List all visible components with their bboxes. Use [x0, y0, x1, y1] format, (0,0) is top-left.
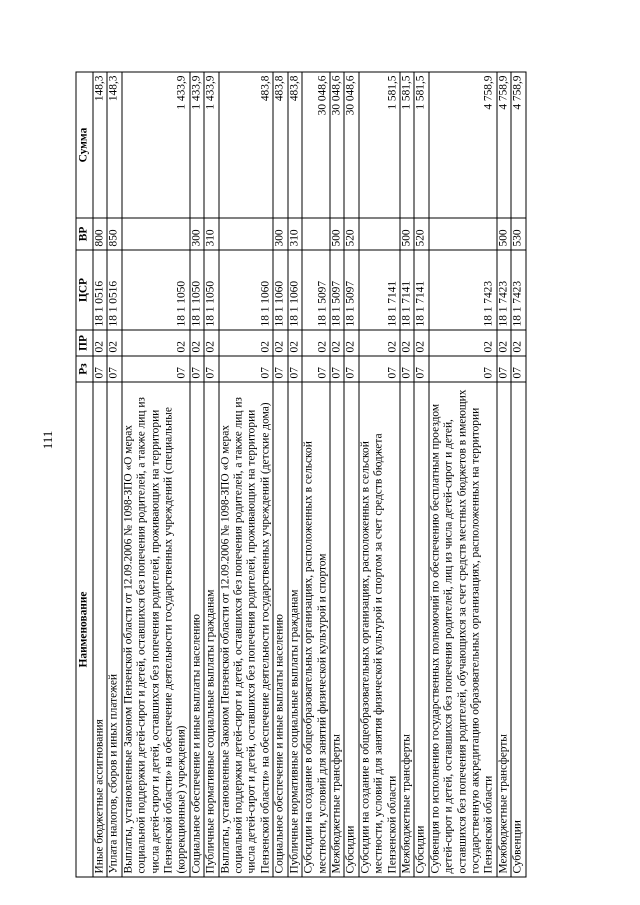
table-row: [107, 72, 121, 877]
cell-csr: 18 1 1060: [273, 250, 287, 330]
cell-pr: 02: [329, 330, 343, 356]
cell-csr: 18 1 7423: [496, 250, 510, 330]
cell-sum: 4 758,9: [428, 72, 496, 218]
table-row: [218, 72, 273, 877]
cell-sum: 30 048,6: [344, 72, 358, 218]
cell-vr: [302, 218, 330, 250]
cell-rz: 07: [496, 356, 510, 382]
cell-rz: 07: [414, 356, 428, 382]
cell-name: Субсидии: [344, 382, 358, 877]
cell-sum: 148,3: [93, 72, 107, 218]
budget-table-container: [75, 73, 565, 878]
cell-vr: [358, 218, 399, 250]
table-row: [511, 72, 525, 877]
cell-sum: 1 581,5: [414, 72, 428, 218]
cell-rz: 07: [428, 356, 496, 382]
cell-rz: 07: [302, 356, 330, 382]
cell-sum: 483,8: [273, 72, 287, 218]
cell-csr: 18 1 1050: [204, 250, 218, 330]
cell-vr: [218, 218, 273, 250]
table-row: [399, 72, 413, 877]
cell-csr: 18 1 7141: [399, 250, 413, 330]
cell-pr: 02: [358, 330, 399, 356]
cell-pr: 02: [399, 330, 413, 356]
cell-vr: [428, 218, 496, 250]
cell-pr: 02: [218, 330, 273, 356]
cell-csr: 18 1 1050: [121, 250, 189, 330]
cell-name: Публичные нормативные социальные выплаты гражданам: [287, 382, 301, 877]
header-csr: ЦСР: [76, 250, 93, 330]
cell-name: Выплаты, установленные Законом Пензенской области от 12.09.2006 № 1098-ЗПО «О мерах социальной поддержки детей-сирот и детей, оставшихся без попечения родителей, а также лиц из числа детей-сирот и детей, оставшихся без попечения родителей, проживающих на территории Пензенской области» на обеспечение деятельности государственных учреждений (специальные (коррекционные) учреждения): [121, 382, 189, 877]
cell-pr: 02: [93, 330, 107, 356]
table-row: [273, 72, 287, 877]
table-row: [189, 72, 203, 877]
cell-pr: 02: [496, 330, 510, 356]
cell-sum: 30 048,6: [329, 72, 343, 218]
cell-pr: 02: [414, 330, 428, 356]
cell-rz: 07: [287, 356, 301, 382]
page-number: 111: [40, 430, 55, 450]
table-row: [204, 72, 218, 877]
cell-sum: 1 433,9: [121, 72, 189, 218]
cell-csr: 18 1 7423: [428, 250, 496, 330]
cell-vr: 300: [189, 218, 203, 250]
cell-pr: 02: [189, 330, 203, 356]
cell-name: Межбюджетные трансферты: [399, 382, 413, 877]
header-pr: ПР: [76, 330, 93, 356]
cell-name: Субсидии на создание в общеобразовательных организациях, расположенных в сельской местности, условий для занятия физической культурой и спортом за счет средств бюджета Пензенской области: [358, 382, 399, 877]
cell-name: Субвенции: [511, 382, 525, 877]
cell-csr: 18 1 5097: [329, 250, 343, 330]
cell-sum: 483,8: [287, 72, 301, 218]
cell-vr: 800: [93, 218, 107, 250]
cell-pr: 02: [287, 330, 301, 356]
cell-pr: 02: [428, 330, 496, 356]
cell-csr: 18 1 0516: [93, 250, 107, 330]
cell-csr: 18 1 7423: [511, 250, 525, 330]
cell-rz: 07: [399, 356, 413, 382]
cell-csr: 18 1 1060: [218, 250, 273, 330]
cell-name: Иные бюджетные ассигнования: [93, 382, 107, 877]
header-name: Наименование: [76, 382, 93, 877]
cell-name: Субсидии на создание в общеобразовательных организациях, расположенных в сельской местности, условий для занятий физической культурой и спортом: [302, 382, 330, 877]
table-row: [428, 72, 496, 877]
cell-name: Межбюджетные трансферты: [329, 382, 343, 877]
cell-csr: 18 1 7141: [358, 250, 399, 330]
cell-pr: 02: [121, 330, 189, 356]
table-row: [302, 72, 330, 877]
cell-rz: 07: [358, 356, 399, 382]
cell-vr: 850: [107, 218, 121, 250]
cell-csr: 18 1 5097: [344, 250, 358, 330]
table-row: [344, 72, 358, 877]
cell-vr: 500: [329, 218, 343, 250]
table-row: [93, 72, 107, 877]
cell-rz: 07: [329, 356, 343, 382]
header-vr: ВР: [76, 218, 93, 250]
cell-sum: 4 758,9: [511, 72, 525, 218]
cell-name: Межбюджетные трансферты: [496, 382, 510, 877]
cell-name: Социальное обеспечение и иные выплаты населению: [273, 382, 287, 877]
table-row: [287, 72, 301, 877]
cell-csr: 18 1 7141: [414, 250, 428, 330]
table-row: [496, 72, 510, 877]
cell-vr: [121, 218, 189, 250]
cell-pr: 02: [204, 330, 218, 356]
cell-rz: 07: [107, 356, 121, 382]
cell-sum: 483,8: [218, 72, 273, 218]
cell-vr: 300: [273, 218, 287, 250]
cell-name: Уплата налогов, сборов и иных платежей: [107, 382, 121, 877]
cell-sum: 30 048,6: [302, 72, 330, 218]
cell-name: Субсидии: [414, 382, 428, 877]
cell-rz: 07: [93, 356, 107, 382]
cell-csr: 18 1 1050: [189, 250, 203, 330]
cell-pr: 02: [302, 330, 330, 356]
cell-rz: 07: [273, 356, 287, 382]
cell-vr: 500: [399, 218, 413, 250]
cell-rz: 07: [511, 356, 525, 382]
cell-sum: 1 581,5: [358, 72, 399, 218]
cell-vr: 520: [344, 218, 358, 250]
cell-name: Социальное обеспечение и иные выплаты населению: [189, 382, 203, 877]
cell-rz: 07: [344, 356, 358, 382]
budget-table: [75, 72, 526, 878]
cell-sum: 4 758,9: [496, 72, 510, 218]
cell-pr: 02: [107, 330, 121, 356]
header-sum: Сумма: [76, 72, 93, 218]
cell-rz: 07: [218, 356, 273, 382]
cell-csr: 18 1 1060: [287, 250, 301, 330]
cell-name: Выплаты, установленные Законом Пензенской области от 12.09.2006 № 1098-ЗПО «О мерах социальной поддержки детей-сирот и детей, оставшихся без попечения родителей, а также лиц из числа детей-сирот и детей, оставшихся без попечения родителей, проживающих на территории Пензенской области» на обеспечение деятельности государственных учреждений (детские дома): [218, 382, 273, 877]
cell-pr: 02: [273, 330, 287, 356]
cell-sum: 1 433,9: [189, 72, 203, 218]
cell-sum: 148,3: [107, 72, 121, 218]
cell-vr: 500: [496, 218, 510, 250]
table-header-row: [76, 72, 93, 877]
cell-csr: 18 1 0516: [107, 250, 121, 330]
cell-rz: 07: [189, 356, 203, 382]
cell-vr: 520: [414, 218, 428, 250]
cell-name: Публичные нормативные социальные выплаты гражданам: [204, 382, 218, 877]
cell-pr: 02: [344, 330, 358, 356]
cell-sum: 1 433,9: [204, 72, 218, 218]
table-row: [329, 72, 343, 877]
cell-pr: 02: [511, 330, 525, 356]
cell-name: Субвенция по исполнению государственных полномочий по обеспечению бесплатным проездом детей-сирот и детей, оставшихся без попечения родителей, лиц из числа детей-сирот и детей, оставшихся без попечения родителей, обучающихся за счет средств местных бюджетов в имеющих государственную аккредитацию образовательных организациях, расположенных на территории Пензенской области: [428, 382, 496, 877]
cell-vr: 310: [204, 218, 218, 250]
table-row: [121, 72, 189, 877]
cell-sum: 1 581,5: [399, 72, 413, 218]
cell-vr: 310: [287, 218, 301, 250]
header-rz: Рз: [76, 356, 93, 382]
cell-rz: 07: [121, 356, 189, 382]
cell-vr: 530: [511, 218, 525, 250]
table-row: [414, 72, 428, 877]
cell-csr: 18 1 5097: [302, 250, 330, 330]
table-row: [358, 72, 399, 877]
cell-rz: 07: [204, 356, 218, 382]
